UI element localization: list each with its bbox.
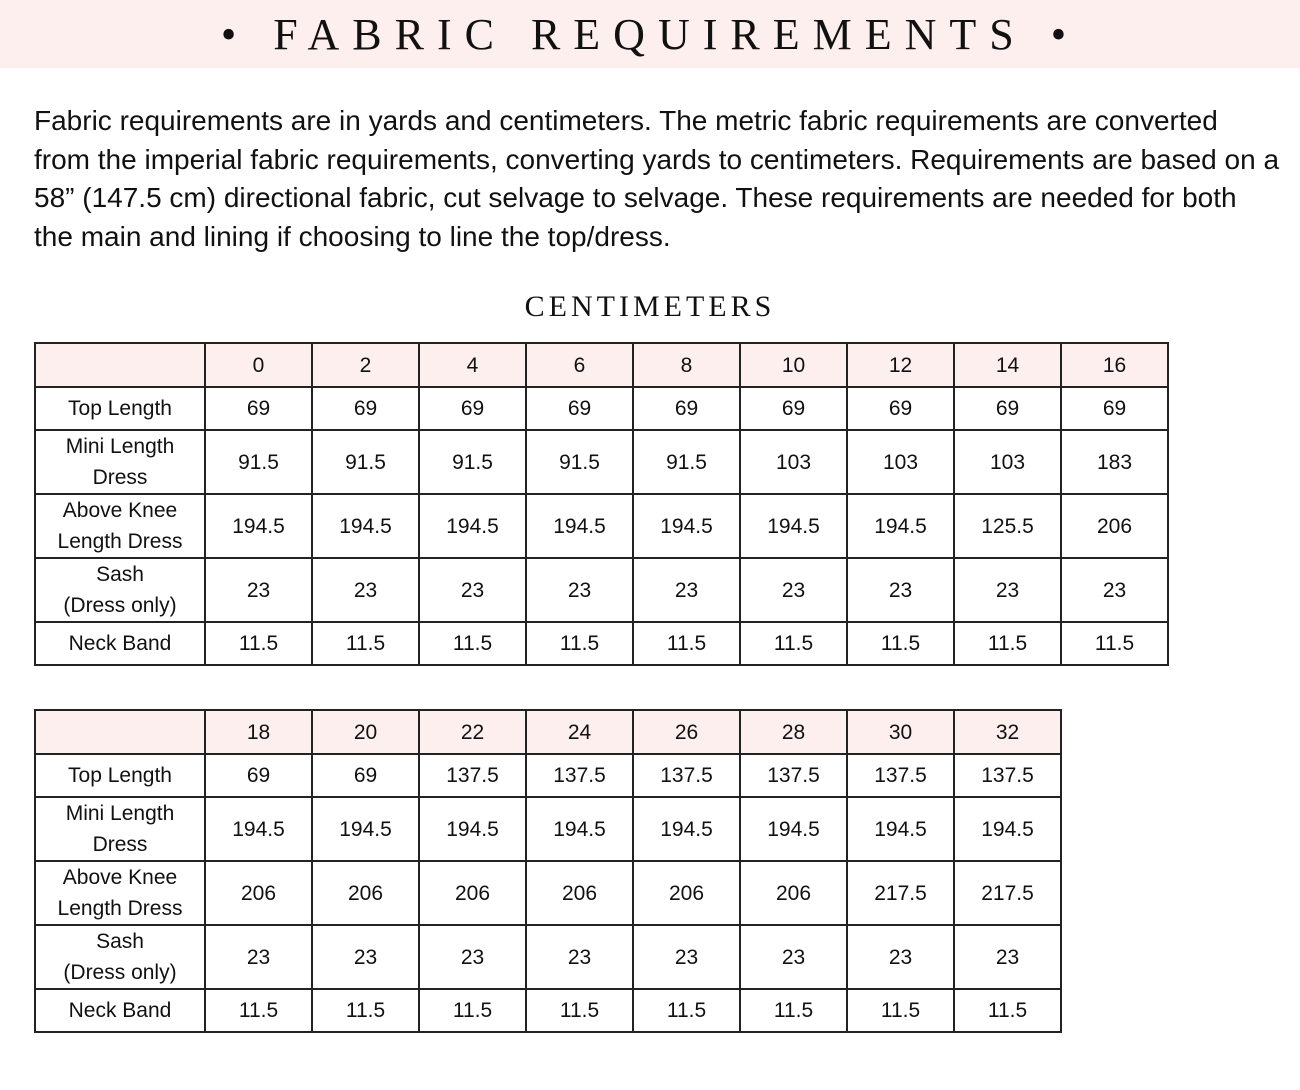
value-cell: 91.5 <box>419 430 526 494</box>
table-row-top <box>35 754 1061 797</box>
value-cell: 69 <box>954 387 1061 430</box>
row-label-line: Above Knee <box>62 866 178 889</box>
row-label-sash <box>35 925 205 989</box>
value-cell: 91.5 <box>205 430 312 494</box>
value-cell: 125.5 <box>954 494 1061 558</box>
size-header-row <box>35 710 1061 754</box>
page-title: • FABRIC REQUIREMENTS • <box>220 9 1080 59</box>
size-header-cell: 20 <box>312 710 419 754</box>
value-cell: 194.5 <box>847 797 954 861</box>
value-cell: 23 <box>740 558 847 622</box>
table-row-mini <box>35 430 1168 494</box>
value-cell: 206 <box>312 861 419 925</box>
value-cell: 11.5 <box>954 989 1061 1032</box>
row-label-line: Sash <box>96 563 144 586</box>
row-label-line: Dress <box>92 466 148 489</box>
value-cell: 194.5 <box>205 797 312 861</box>
row-label-line: Length Dress <box>57 530 183 553</box>
value-cell: 69 <box>740 387 847 430</box>
size-header-cell: 18 <box>205 710 312 754</box>
row-label-line: Length Dress <box>57 897 183 920</box>
row-label-neck: Neck Band <box>35 989 205 1032</box>
size-header-cell: 30 <box>847 710 954 754</box>
table-row-knee <box>35 494 1168 558</box>
value-cell: 23 <box>419 558 526 622</box>
value-cell: 91.5 <box>526 430 633 494</box>
row-label-top: Top Length <box>35 387 205 430</box>
size-header-cell: 10 <box>740 343 847 387</box>
value-cell: 11.5 <box>205 622 312 665</box>
value-cell: 194.5 <box>847 494 954 558</box>
row-label-line: Dress <box>92 833 148 856</box>
table-row-neck <box>35 989 1061 1032</box>
value-cell: 69 <box>633 387 740 430</box>
table-row-neck <box>35 622 1168 665</box>
value-cell: 217.5 <box>847 861 954 925</box>
value-cell: 11.5 <box>847 622 954 665</box>
value-cell: 69 <box>205 754 312 797</box>
value-cell: 11.5 <box>526 989 633 1032</box>
value-cell: 69 <box>312 387 419 430</box>
size-header-cell: 6 <box>526 343 633 387</box>
table-row-top <box>35 387 1168 430</box>
value-cell: 183 <box>1061 430 1168 494</box>
value-cell: 103 <box>847 430 954 494</box>
corner-cell <box>35 710 205 754</box>
value-cell: 23 <box>312 925 419 989</box>
value-cell: 137.5 <box>633 754 740 797</box>
table-row-sash <box>35 925 1061 989</box>
value-cell: 69 <box>526 387 633 430</box>
value-cell: 23 <box>954 558 1061 622</box>
value-cell: 23 <box>312 558 419 622</box>
value-cell: 91.5 <box>633 430 740 494</box>
row-label-line: Mini Length <box>65 802 175 825</box>
row-label-knee <box>35 861 205 925</box>
value-cell: 11.5 <box>954 622 1061 665</box>
value-cell: 194.5 <box>312 494 419 558</box>
value-cell: 11.5 <box>847 989 954 1032</box>
value-cell: 206 <box>633 861 740 925</box>
value-cell: 11.5 <box>740 622 847 665</box>
row-label-line: Mini Length <box>65 435 175 458</box>
value-cell: 23 <box>847 558 954 622</box>
centimeters-table-sizes-0-16 <box>34 342 1169 666</box>
row-label-knee <box>35 494 205 558</box>
table-row-sash <box>35 558 1168 622</box>
value-cell: 194.5 <box>312 797 419 861</box>
size-header-row <box>35 343 1168 387</box>
value-cell: 194.5 <box>526 797 633 861</box>
row-label-top: Top Length <box>35 754 205 797</box>
value-cell: 23 <box>526 925 633 989</box>
row-label-mini <box>35 797 205 861</box>
value-cell: 194.5 <box>419 494 526 558</box>
size-header-cell: 8 <box>633 343 740 387</box>
value-cell: 217.5 <box>954 861 1061 925</box>
value-cell: 23 <box>633 925 740 989</box>
value-cell: 23 <box>526 558 633 622</box>
value-cell: 11.5 <box>526 622 633 665</box>
value-cell: 23 <box>205 558 312 622</box>
row-label-line: Sash <box>96 930 144 953</box>
value-cell: 11.5 <box>740 989 847 1032</box>
table-row-knee <box>35 861 1061 925</box>
value-cell: 206 <box>205 861 312 925</box>
size-header-cell: 12 <box>847 343 954 387</box>
corner-cell <box>35 343 205 387</box>
size-header-cell: 22 <box>419 710 526 754</box>
value-cell: 23 <box>740 925 847 989</box>
centimeters-table-sizes-18-32 <box>34 709 1062 1033</box>
size-header-cell: 14 <box>954 343 1061 387</box>
value-cell: 69 <box>312 754 419 797</box>
value-cell: 194.5 <box>526 494 633 558</box>
value-cell: 69 <box>419 387 526 430</box>
value-cell: 103 <box>740 430 847 494</box>
value-cell: 69 <box>847 387 954 430</box>
value-cell: 194.5 <box>954 797 1061 861</box>
value-cell: 11.5 <box>633 989 740 1032</box>
value-cell: 206 <box>419 861 526 925</box>
value-cell: 137.5 <box>954 754 1061 797</box>
row-label-neck: Neck Band <box>35 622 205 665</box>
value-cell: 206 <box>740 861 847 925</box>
value-cell: 23 <box>954 925 1061 989</box>
value-cell: 194.5 <box>740 797 847 861</box>
size-header-cell: 28 <box>740 710 847 754</box>
section-heading: CENTIMETERS <box>524 290 776 323</box>
value-cell: 11.5 <box>1061 622 1168 665</box>
value-cell: 11.5 <box>312 989 419 1032</box>
value-cell: 11.5 <box>633 622 740 665</box>
value-cell: 194.5 <box>419 797 526 861</box>
size-header-cell: 0 <box>205 343 312 387</box>
intro-paragraph: Fabric requirements are in yards and centimeters. The metric fabric requirements are converted from the imperial fabric requirements, converting yards to centimeters. Requirements are based on a 58” (147.5 cm) directional fabric, cut selvage to selvage. These requirements are needed for both the main and lining if choosing to line the top/dress. <box>34 105 1280 252</box>
value-cell: 11.5 <box>419 622 526 665</box>
size-header-cell: 24 <box>526 710 633 754</box>
value-cell: 137.5 <box>847 754 954 797</box>
value-cell: 23 <box>419 925 526 989</box>
size-header-cell: 16 <box>1061 343 1168 387</box>
value-cell: 194.5 <box>633 797 740 861</box>
value-cell: 206 <box>1061 494 1168 558</box>
value-cell: 69 <box>205 387 312 430</box>
value-cell: 137.5 <box>740 754 847 797</box>
value-cell: 11.5 <box>312 622 419 665</box>
size-header-cell: 32 <box>954 710 1061 754</box>
row-label-line: Above Knee <box>62 499 178 522</box>
value-cell: 194.5 <box>205 494 312 558</box>
row-label-sash <box>35 558 205 622</box>
value-cell: 137.5 <box>526 754 633 797</box>
value-cell: 23 <box>633 558 740 622</box>
value-cell: 91.5 <box>312 430 419 494</box>
row-label-mini <box>35 430 205 494</box>
size-header-cell: 2 <box>312 343 419 387</box>
value-cell: 69 <box>1061 387 1168 430</box>
value-cell: 206 <box>526 861 633 925</box>
size-header-cell: 4 <box>419 343 526 387</box>
value-cell: 103 <box>954 430 1061 494</box>
value-cell: 23 <box>205 925 312 989</box>
value-cell: 194.5 <box>740 494 847 558</box>
value-cell: 23 <box>1061 558 1168 622</box>
value-cell: 23 <box>847 925 954 989</box>
value-cell: 11.5 <box>205 989 312 1032</box>
value-cell: 137.5 <box>419 754 526 797</box>
value-cell: 11.5 <box>419 989 526 1032</box>
value-cell: 194.5 <box>633 494 740 558</box>
table-row-mini <box>35 797 1061 861</box>
size-header-cell: 26 <box>633 710 740 754</box>
title-banner <box>0 0 1300 68</box>
row-label-line: (Dress only) <box>63 594 177 617</box>
row-label-line: (Dress only) <box>63 961 177 984</box>
